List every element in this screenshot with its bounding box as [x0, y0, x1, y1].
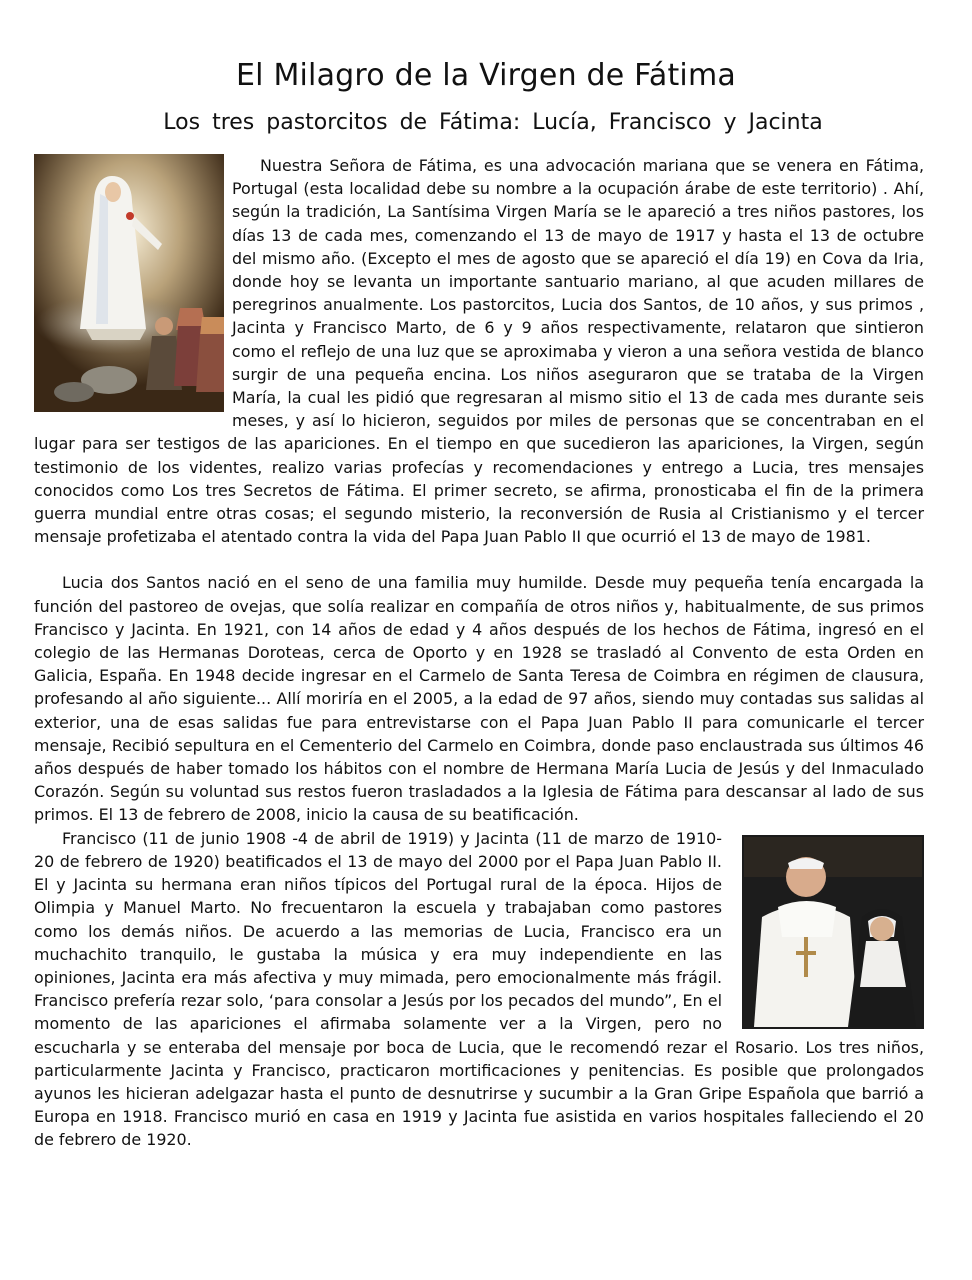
paragraph-2: Lucia dos Santos nació en el seno de una familia muy humilde. Desde muy pequeña tenía encargada la función del pastoreo de ovejas, que solía realizar en compañía de otros niños y, habitualmente, de sus primos Francisco y Jacinta. En 1921, con 14 años de edad y 4 años después de los hechos de Fátima, ingresó en el colegio de las Hermanas Doroteas, cerca de Oporto y en 1928 se trasladó al Convento de esta Orden en Galicia, España. En 1948 decide ingresar en el Carmelo de Santa Teresa de Coimbra en régimen de clausura, profesando al año siguiente... Allí moriría en el 2005, a la edad de 97 años, siendo muy contadas sus salidas al exterior, una de esas salidas fue para entrevistarse con el Papa Juan Pablo II para comunicarle el tercer mensaje, Recibió sepultura en el Cementerio del Carmelo en Coimbra, donde paso enclaustrada sus últimos 46 años después de haber tomado los hábitos con el nombre de Hermana María Lucia de Jesús y del Inmaculado Corazón. Según su voluntad sus restos fueron trasladados a la Iglesia de Fátima para descansar al lado de sus primos. El 13 de febrero de 2008, inicio la causa de su beatificación. — [34, 573, 924, 825]
page-subtitle: Los tres pastorcitos de Fátima: Lucía, Francisco y Jacinta — [163, 110, 823, 135]
paragraph-1: Nuestra Señora de Fátima, es una advocación mariana que se venera en Fátima, Portugal (esta localidad debe su nombre a la ocupación árabe de este territorio) . Ahí, según la tradición, La Santísima Virgen María se le apareció a tres niños pastores, los días 13 de cada mes, comenzando el 13 de mayo de 1917 y hasta el 13 de octubre del mismo año. (Excepto el mes de agosto que se apareció el día 19) en Cova da Iria, donde hoy se levanta un importante santuario mariano, al que acuden millares de peregrinos anualmente. Los pastorcitos, Lucia dos Santos, de 10 años, y sus primos , Jacinta y Francisco Marto, de 6 y 9 años respectivamente, relataron que sintieron como el reflejo de una luz que se aproximaba y vieron a una señora vestida de blanco surgir de una pequeña encina. Los niños aseguraron que se trataba de la Virgen María, la cual les pidió que regresaran al mismo sitio el 13 de cada mes durante seis meses, y así lo hicieron, seguidos por miles de personas que se concentraban en el lugar para ser testigos de las apariciones. En el tiempo en que sucedieron las apariciones, la Virgen, según testimonio de los videntes, realizo varias profecías y recomendaciones y entrego a Lucia, tres mensajes conocidos como Los tres Secretos de Fátima. El primer secreto, se afirma, pronosticaba el fin de la primera guerra mundial entre otras cosas; el segundo misterio, la reconversión de Rusia al Cristianismo y el tercer mensaje profetizaba el atentado contra la vida del Papa Juan Pablo II que ocurrió el 13 de mayo de 1981. — [34, 156, 924, 547]
page-title: El Milagro de la Virgen de Fátima — [236, 58, 736, 93]
pope-and-lucia-photo — [742, 835, 924, 1029]
article-body — [34, 154, 924, 1152]
paragraph-3: Francisco (11 de junio 1908 -4 de abril de 1919) y Jacinta (11 de marzo de 1910-20 de febrero de 1920) beatificados el 13 de mayo del 2000 por el Papa Juan Pablo II. El y Jacinta su hermana eran niños típicos del Portugal rural de la época. Hijos de Olimpia y Manuel Marto. No frecuentaron la escuela y trabajaban como pastores como los demás niños. De acuerdo a las memorias de Lucia, Francisco era un muchachito tranquilo, le gustaba la música y era muy independiente en las opiniones, Jacinta era más afectiva y muy mimada, pero emocionalmente más frágil. Francisco prefería rezar solo, ‘para consolar a Jesús por los pecados del mundo”, En el momento de las apariciones el afirmaba solamente ver a la Virgen, pero no escucharla y se enteraba del mensaje por boca de Lucia, que le recomendó rezar el Rosario. Los tres niños, particularmente Jacinta y Francisco, practicaron mortificaciones y penitencias. Es posible que prolongados ayunos les hicieran adelgazar hasta el punto de desnutrirse y sucumbir a la Gran Gripe Española que barrió a Europa en 1918. Francisco murió en casa en 1919 y Jacinta fue asistida en varios hospitales falleciendo el 20 de febrero de 1920. — [34, 828, 924, 1150]
virgin-of-fatima-image — [34, 154, 224, 412]
